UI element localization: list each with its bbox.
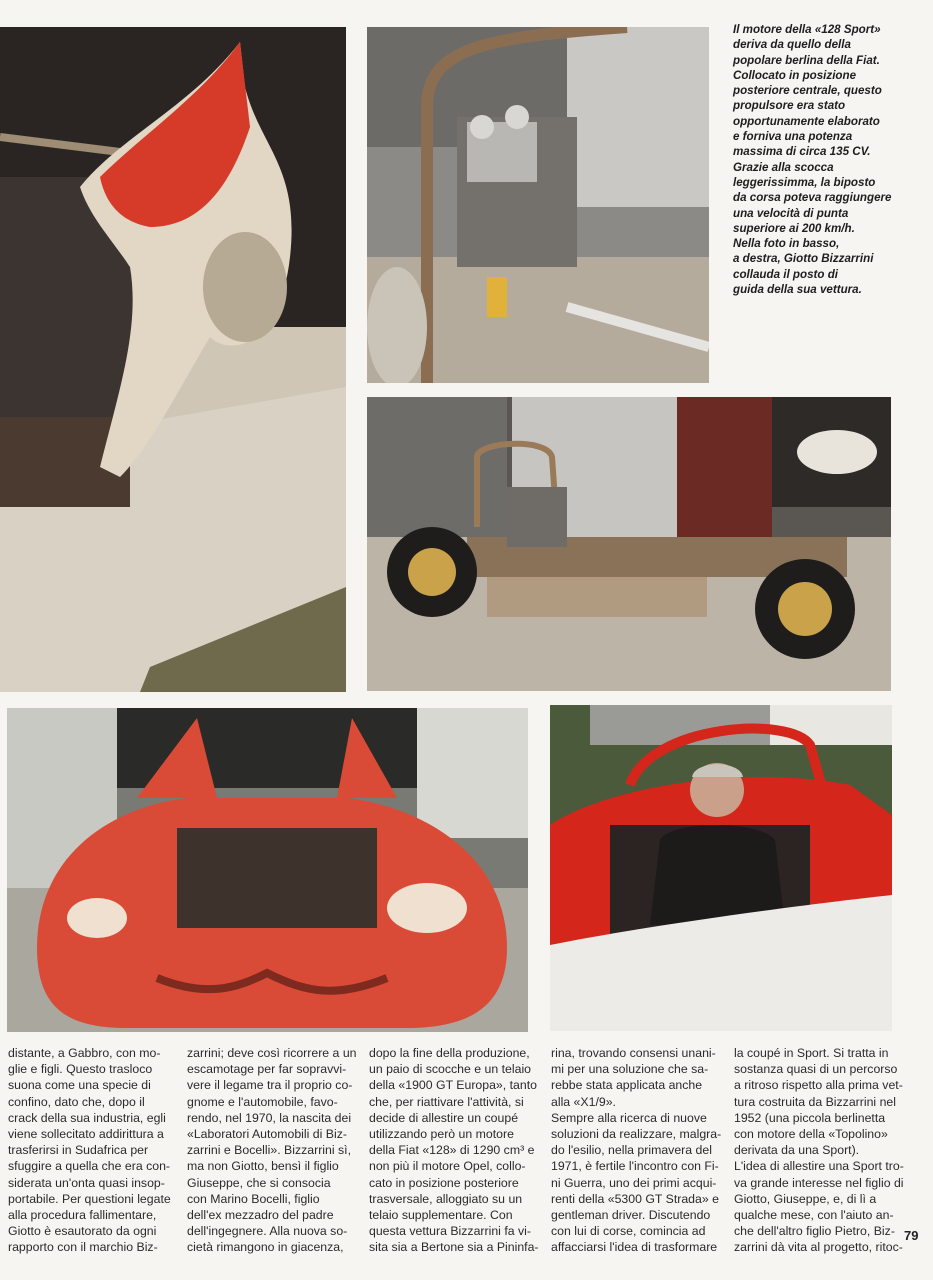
text-line: questa vettura Bizzarrini fa vi- [369,1224,531,1239]
text-line: della Fiat «128» di 1290 cm³ e [369,1143,535,1158]
text-line: confino, dato che, dopo il [8,1094,145,1109]
caption-line: Collocato in posizione [733,68,857,82]
text-line: «Laboratori Automobili di Biz- [187,1127,347,1142]
text-line: sita sia a Bertone sia a Pininfa- [369,1240,539,1255]
caption-line: e forniva una potenza [733,130,853,144]
text-line: Giuseppe, che si consocia [187,1175,331,1190]
text-line: ma non Giotto, bensì il figlio [187,1159,339,1174]
text-line: zarrini dà vita al progetto, ritoc- [734,1240,903,1255]
text-line: distante, a Gabbro, con mo- [8,1046,161,1060]
text-line: zarrini e Bocelli». Bizzarrini sì, [187,1143,352,1158]
text-line: gnome e l'automobile, favo- [187,1094,338,1109]
text-line: L'idea di allestire una Sport tro- [734,1159,904,1174]
page-number: 79 [904,1228,919,1243]
caption-line: una velocità di punta [733,206,849,220]
text-line: alla «X1/9». [551,1094,616,1109]
text-line: non più il motore Opel, collo- [369,1159,526,1174]
text-line: derivata da una Sport). [734,1143,860,1158]
text-line: dell'ingegnere. Alla nuova so- [187,1224,348,1239]
text-line: cato in posizione posteriore [369,1175,519,1190]
text-line: mi per una soluzione che sa- [551,1062,709,1077]
text-line: Giotto, Giuseppe, e, di lì a [734,1191,877,1206]
photo-rear-bodywork-fender [0,27,346,692]
photo-engine-rollbar [367,27,709,383]
caption-line: deriva da quello della [733,38,851,52]
caption-line: da corsa poteva raggiungere [733,191,892,205]
text-line: gentleman driver. Discutendo [551,1208,711,1223]
text-line: Sempre alla ricerca di nuove [551,1110,707,1125]
text-column-3 [369,1045,541,1256]
text-line: a ritroso rispetto alla prima vet- [734,1078,903,1093]
photo-red-body-front [7,708,528,1032]
text-line: con Marino Bocelli, figlio [187,1191,320,1206]
text-line: siderata un'onta quasi insop- [8,1175,165,1190]
photo-caption [733,22,918,297]
text-line: tura costruita da Bizzarrini nel [734,1094,896,1109]
caption-line: superiore ai 200 km/h. [733,221,855,235]
caption-line: leggerissimma, la biposto [733,175,876,189]
text-line: sfuggire a quella che era con- [8,1159,171,1174]
text-line: trasversale, alloggiato su un [369,1191,523,1206]
text-line: un paio di scocche e un telaio [369,1062,532,1077]
text-line: glie e figli. Questo trasloco [8,1062,153,1077]
text-line: la coupé in Sport. Si tratta in [734,1046,889,1060]
text-line: con motore della «Topolino» [734,1127,888,1142]
caption-line: Il motore della «128 Sport» [733,23,881,36]
text-line: che, per riattivare l'attività, si [369,1094,524,1109]
caption-line: propulsore era stato [733,99,846,113]
text-line: trasferirsi in Sudafrica per [8,1143,149,1158]
text-line: dopo la fine della produzione, [369,1046,530,1060]
text-line: vere il legame tra il proprio co- [187,1078,353,1093]
text-line: ni Guerra, uno dei primi acqui- [551,1175,717,1190]
text-column-5 [734,1045,904,1256]
text-line: renti della «5300 GT Strada» e [551,1191,719,1206]
caption-line: opportunamente elaborato [733,114,880,128]
text-line: do l'esilio, nella primavera del [551,1143,712,1158]
text-line: qualche mese, con l'aiuto an- [734,1208,894,1223]
text-line: che dell'altro figlio Pietro, Biz- [734,1224,895,1239]
text-column-4 [551,1045,723,1256]
text-line: 1971, è fertile l'incontro con Fi- [551,1159,719,1174]
text-line: Giotto è esautorato da ogni [8,1224,157,1239]
text-line: alla procedura fallimentare, [8,1208,157,1223]
text-line: decide di allestire un coupé [369,1110,519,1125]
text-line: utilizzando però un motore [369,1127,514,1142]
text-line: sostanza quasi di un percorso [734,1062,898,1077]
text-line: della «1900 GT Europa», tanto [369,1078,537,1093]
caption-line: massima di circa 135 CV. [733,145,871,159]
text-line: rina, trovando consensi unani- [551,1046,716,1060]
text-column-1 [8,1045,180,1256]
text-line: rapporto con il marchio Biz- [8,1240,158,1255]
text-line: suona come una specie di [8,1078,151,1093]
text-line: crack della sua industria, egli [8,1110,166,1125]
photo-chassis-side [367,397,891,691]
caption-line: a destra, Giotto Bizzarrini [733,252,874,266]
text-line: portabile. Per questioni legate [8,1191,171,1206]
text-line: cietà rimangono in giacenza, [187,1240,344,1255]
caption-line: collauda il posto di [733,267,838,281]
text-line: telaio supplementare. Con [369,1208,513,1223]
text-line: rendo, nel 1970, la nascita dei [187,1110,352,1125]
text-line: dell'ex mezzadro del padre [187,1208,334,1223]
text-line: zarrini; deve così ricorrere a un [187,1046,357,1060]
caption-line: popolare berlina della Fiat. [733,53,880,67]
text-line: affacciarsi l'idea di trasformare [551,1240,718,1255]
caption-line: Grazie alla scocca [733,160,834,174]
caption-line: posteriore centrale, questo [733,84,882,98]
text-line: soluzioni da realizzare, malgra- [551,1127,722,1142]
text-line: escamotage per far sopravvi- [187,1062,347,1077]
text-line: rebbe stata applicata anche [551,1078,703,1093]
text-line: viene sollecitato addirittura a [8,1127,164,1142]
text-line: 1952 (una piccola berlinetta [734,1110,886,1125]
text-column-2 [187,1045,359,1256]
photo-giotto-cockpit [550,705,892,1031]
text-line: con lui di corse, comincia ad [551,1224,706,1239]
text-line: va grande interesse nel figlio di [734,1175,904,1190]
caption-line: Nella foto in basso, [733,237,840,251]
caption-line: guida della sua vettura. [733,283,862,297]
